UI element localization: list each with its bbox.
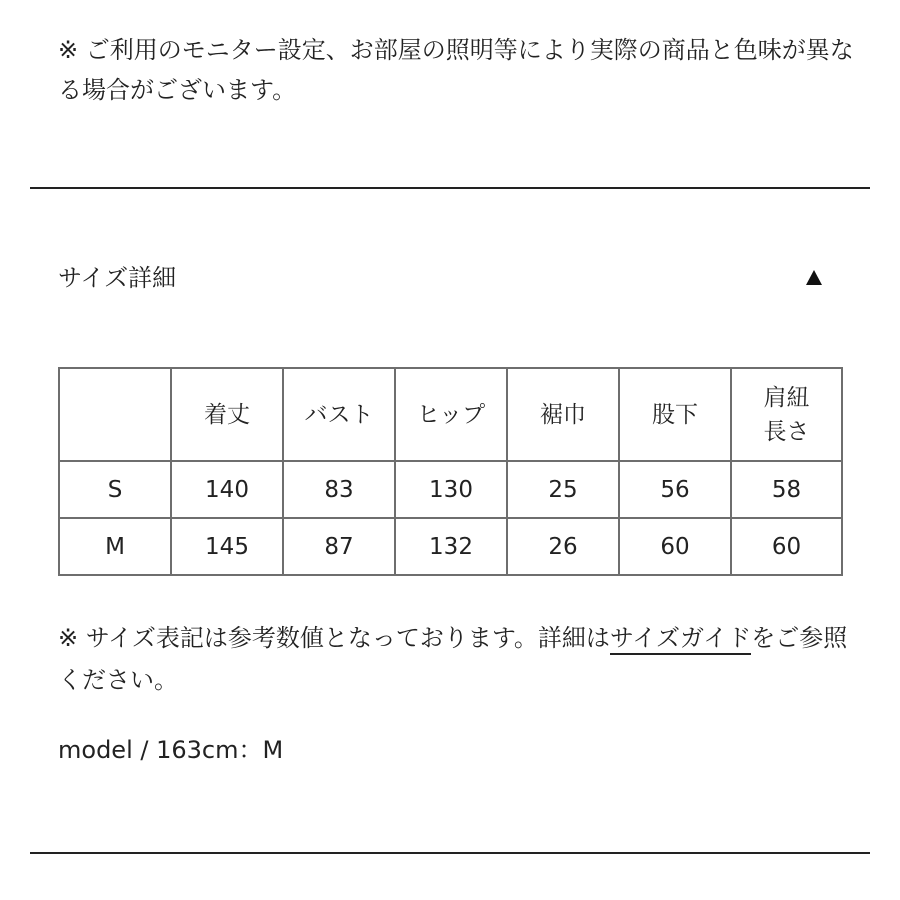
table-header-cell-empty	[59, 368, 171, 461]
size-guide-link[interactable]: サイズガイド	[610, 624, 751, 655]
size-details-header[interactable]	[58, 258, 828, 298]
table-cell: 132	[395, 518, 507, 575]
table-row	[59, 518, 842, 575]
size-disclaimer	[58, 617, 858, 701]
table-cell: 25	[507, 461, 619, 518]
table-cell: 140	[171, 461, 283, 518]
table-cell: 130	[395, 461, 507, 518]
size-disclaimer-text: ※ サイズ表記は参考数値となっております。詳細は	[58, 624, 610, 652]
table-header-cell: バスト	[283, 368, 395, 461]
size-label-cell: M	[59, 518, 171, 575]
table-header-cell: 股下	[619, 368, 731, 461]
model-info: model / 163cm：M	[58, 736, 284, 764]
divider-bottom	[30, 852, 870, 854]
table-cell: 58	[731, 461, 842, 518]
table-cell: 60	[731, 518, 842, 575]
strap-length-header: 肩紐 長さ	[763, 384, 810, 445]
table-header-cell: 着丈	[171, 368, 283, 461]
table-row	[59, 461, 842, 518]
table-cell: 60	[619, 518, 731, 575]
size-label-cell: S	[59, 461, 171, 518]
table-header-cell: ヒップ	[395, 368, 507, 461]
table-header-row	[59, 368, 842, 461]
table-cell: 56	[619, 461, 731, 518]
size-details-title: サイズ詳細	[58, 264, 177, 292]
table-cell: 83	[283, 461, 395, 518]
collapse-triangle-icon[interactable]	[800, 258, 828, 298]
table-cell: 145	[171, 518, 283, 575]
table-cell: 87	[283, 518, 395, 575]
divider-top	[30, 187, 870, 189]
color-disclaimer: ※ ご利用のモニター設定、お部屋の照明等により実際の商品と色味が異なる場合がございます。	[58, 36, 854, 104]
table-header-cell: 裾巾	[507, 368, 619, 461]
table-cell: 26	[507, 518, 619, 575]
size-disclaimer-text-end: をご参照ください。	[58, 624, 848, 694]
table-header-cell	[731, 368, 842, 461]
size-table	[58, 367, 843, 576]
